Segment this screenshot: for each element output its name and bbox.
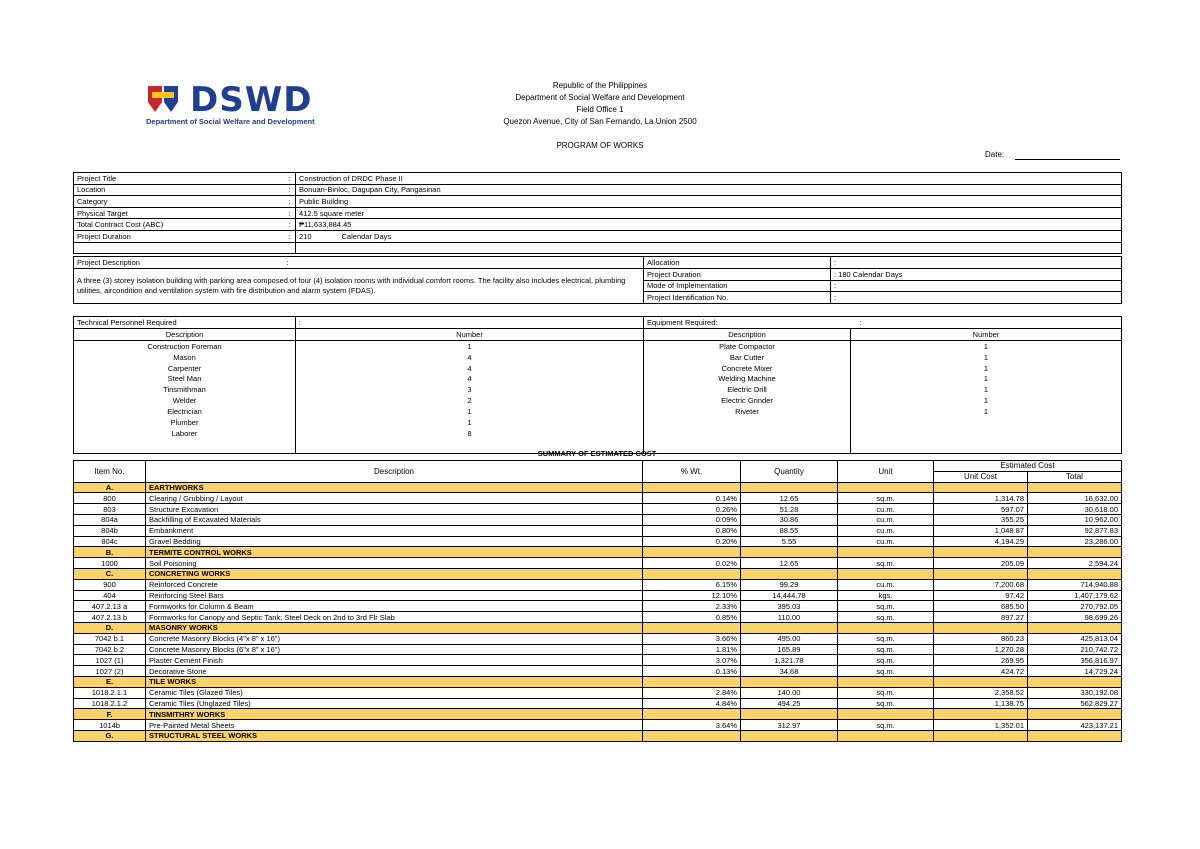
item-no: E. [74, 676, 146, 687]
item-weight: 2.84% [643, 687, 741, 698]
category-name: MASONRY WORKS [146, 622, 643, 633]
item-unit-cost: 2,358.52 [934, 687, 1028, 698]
header-republic: Republic of the Philippines [552, 81, 648, 90]
item-weight: 2.33% [643, 601, 741, 612]
info-row: Total Contract Cost (ABC) : ₱11,633,884.45 [74, 219, 1122, 231]
project-duration-value: 180 Calendar Days [838, 269, 903, 279]
info-label: Location [74, 184, 284, 196]
item-no: C. [74, 568, 146, 579]
item-no: 7042 b.1 [74, 633, 146, 644]
item-quantity: 51.28 [741, 504, 838, 515]
item-description: Reinforced Concrete [146, 579, 643, 590]
table-row [74, 525, 1122, 536]
item-unit-cost: 597.07 [934, 504, 1028, 515]
item-quantity: 495.00 [741, 633, 838, 644]
category-row [74, 482, 1122, 493]
item-unit: sq.m. [838, 698, 934, 709]
item-unit-cost: 1,314.78 [934, 493, 1028, 504]
equipment-desc: Concrete Mixer [644, 363, 851, 374]
date-field[interactable] [1015, 159, 1120, 160]
info-value: Public Building [296, 196, 1122, 208]
item-quantity: 140.00 [741, 687, 838, 698]
item-unit: sq.m. [838, 655, 934, 666]
item-total: 30,618.00 [1028, 504, 1122, 515]
category-row [74, 730, 1122, 741]
item-description: Ceramic Tiles (Glazed Tiles) [146, 687, 643, 698]
equipment-num-header: Number [851, 328, 1122, 340]
info-label: Physical Target [74, 207, 284, 219]
equipment-desc: Plate Compactor [644, 340, 851, 351]
item-quantity: 165.89 [741, 644, 838, 655]
item-quantity: 110.00 [741, 612, 838, 623]
item-quantity: 99.29 [741, 579, 838, 590]
table-row [74, 601, 1122, 612]
item-quantity: 5.55 [741, 536, 838, 547]
item-weight: 3.66% [643, 633, 741, 644]
item-no: 1027 (2) [74, 666, 146, 677]
personnel-num: 4 [296, 373, 644, 384]
info-value: Construction of DRDC Phase II [296, 173, 1122, 185]
item-description: Reinforcing Steel Bars [146, 590, 643, 601]
item-description: Formworks for Column & Beam [146, 601, 643, 612]
table-row [74, 558, 1122, 569]
logo-text: DSWD [190, 80, 313, 120]
info-label: Project Duration [74, 230, 284, 242]
personnel-desc: Electrician [74, 406, 296, 417]
item-unit: sq.m. [838, 601, 934, 612]
item-unit-cost: 1,138.75 [934, 698, 1028, 709]
item-weight: 0.13% [643, 666, 741, 677]
equipment-desc: Electric Grinder [644, 395, 851, 406]
equipment-num: 1 [851, 363, 1122, 374]
table-row [74, 687, 1122, 698]
item-total: 98,699.26 [1028, 612, 1122, 623]
item-unit: sq.m. [838, 612, 934, 623]
personnel-desc: Welder [74, 395, 296, 406]
item-description: Formworks for Canopy and Septic Tank; Steel Deck on 2nd to 3rd Flr Slab [146, 612, 643, 623]
equipment-desc: Electric Drill [644, 384, 851, 395]
category-name: EARTHWORKS [146, 482, 643, 493]
table-row [74, 579, 1122, 590]
item-quantity: 14,444.78 [741, 590, 838, 601]
personnel-row [74, 352, 1122, 363]
quantity-header: Quantity [741, 461, 838, 483]
item-no: A. [74, 482, 146, 493]
item-total: 210,742.72 [1028, 644, 1122, 655]
personnel-desc: Steel Man [74, 373, 296, 384]
table-row [74, 698, 1122, 709]
personnel-row [74, 406, 1122, 417]
personnel-num: 4 [296, 363, 644, 374]
info-row: Location : Bonuan-Binloc, Dagupan City, Pangasinan [74, 184, 1122, 196]
item-total: 10,962.00 [1028, 514, 1122, 525]
table-row [74, 644, 1122, 655]
summary-cost-table [73, 460, 1122, 742]
personnel-equipment-table [73, 316, 1122, 454]
personnel-num: 1 [296, 340, 644, 351]
dswd-logo-icon [146, 84, 186, 118]
item-quantity: 12.65 [741, 493, 838, 504]
equipment-num: 1 [851, 395, 1122, 406]
table-row [74, 720, 1122, 731]
item-no: 7042 b.2 [74, 644, 146, 655]
info-value: Bonuan-Binloc, Dagupan City, Pangasinan [296, 184, 1122, 196]
item-unit-cost: 4,194.29 [934, 536, 1028, 547]
item-quantity: 312.97 [741, 720, 838, 731]
item-total: 356,816.97 [1028, 655, 1122, 666]
equipment-num: 1 [851, 406, 1122, 417]
info-row: Category : Public Building [74, 196, 1122, 208]
item-description: Backfilling of Excavated Materials [146, 514, 643, 525]
personnel-num: 1 [296, 406, 644, 417]
project-duration-label: Project Duration [644, 268, 831, 280]
category-name: TERMITE CONTROL WORKS [146, 547, 643, 558]
item-description: Pre-Painted Metal Sheets [146, 720, 643, 731]
item-unit: cu.m. [838, 514, 934, 525]
item-total: 714,940.88 [1028, 579, 1122, 590]
item-unit-cost: 424.72 [934, 666, 1028, 677]
equipment-desc: Riveter [644, 406, 851, 417]
item-weight: 0.20% [643, 536, 741, 547]
item-unit-cost: 685.50 [934, 601, 1028, 612]
personnel-row [74, 428, 1122, 439]
item-weight: 0.26% [643, 504, 741, 515]
item-weight: 6.15% [643, 579, 741, 590]
info-row: Project Title : Construction of DRDC Phase II [74, 173, 1122, 185]
item-unit-cost: 1,270.28 [934, 644, 1028, 655]
table-row [74, 493, 1122, 504]
personnel-row [74, 363, 1122, 374]
description-header: Description [146, 461, 643, 483]
item-description: Structure Excavation [146, 504, 643, 515]
equipment-label: Equipment Required: : [644, 317, 1122, 329]
item-total: 1,407,179.62 [1028, 590, 1122, 601]
item-total: 14,729.24 [1028, 666, 1122, 677]
item-weight: 0.02% [643, 558, 741, 569]
item-no: 900 [74, 579, 146, 590]
item-no: F. [74, 709, 146, 720]
item-weight: 0.14% [643, 493, 741, 504]
category-row [74, 568, 1122, 579]
table-row [74, 666, 1122, 677]
item-weight: 4.84% [643, 698, 741, 709]
table-row [74, 612, 1122, 623]
item-quantity: 12.65 [741, 558, 838, 569]
info-value: 210 Calendar Days [296, 230, 1122, 242]
item-no: D. [74, 622, 146, 633]
item-no: 804b [74, 525, 146, 536]
item-unit-cost: 1,352.01 [934, 720, 1028, 731]
item-description: Gravel Bedding [146, 536, 643, 547]
equipment-desc: Bar Cutter [644, 352, 851, 363]
category-row [74, 676, 1122, 687]
personnel-row [74, 373, 1122, 384]
item-unit-cost: 1,048.87 [934, 525, 1028, 536]
info-value: ₱11,633,884.45 [296, 219, 1122, 231]
total-header: Total [1028, 471, 1122, 482]
item-weight: 0.85% [643, 612, 741, 623]
project-info-table [73, 172, 1122, 254]
project-description-text: A three (3) storey isolation building with parking area composed of four (4) isolation rooms with individual comfort rooms. The facility also includes electrical, plumbing utilities, aircondition and ventilation system with fire distribution and alarm system (FDAS). [74, 268, 644, 303]
item-description: Concrete Masonry Blocks (6"x 8" x 16") [146, 644, 643, 655]
info-row: Project Duration : 210 Calendar Days [74, 230, 1122, 242]
item-no: 804c [74, 536, 146, 547]
personnel-num: 1 [296, 417, 644, 428]
header-department: Department of Social Welfare and Development [515, 93, 685, 102]
personnel-row [74, 340, 1122, 351]
unit-header: Unit [838, 461, 934, 483]
document-title: PROGRAM OF WORKS [556, 141, 644, 150]
logo-subtitle: Department of Social Welfare and Development [146, 117, 315, 126]
item-no: 407.2.13 b [74, 612, 146, 623]
item-unit: cu.m. [838, 579, 934, 590]
item-quantity: 30.86 [741, 514, 838, 525]
item-quantity: 34.68 [741, 666, 838, 677]
item-quantity: 88.55 [741, 525, 838, 536]
header-field-office: Field Office 1 [576, 105, 624, 114]
item-total: 425,813.04 [1028, 633, 1122, 644]
item-unit-cost: 269.95 [934, 655, 1028, 666]
mode-label: Mode of Implementation [644, 280, 831, 292]
item-unit: sq.m. [838, 666, 934, 677]
personnel-num: 8 [296, 428, 644, 439]
category-name: CONCRETING WORKS [146, 568, 643, 579]
item-no: 404 [74, 590, 146, 601]
item-unit: kgs. [838, 590, 934, 601]
item-unit-cost: 97.42 [934, 590, 1028, 601]
item-unit-cost: 355.25 [934, 514, 1028, 525]
table-row [74, 590, 1122, 601]
summary-title: SUMMARY OF ESTIMATED COST [537, 449, 657, 458]
personnel-num: 2 [296, 395, 644, 406]
item-weight: 0.09% [643, 514, 741, 525]
equipment-num [851, 417, 1122, 428]
info-label: Total Contract Cost (ABC) [74, 219, 284, 231]
item-total: 92,877.83 [1028, 525, 1122, 536]
equipment-desc-header: Description [644, 328, 851, 340]
personnel-num: 4 [296, 352, 644, 363]
technical-personnel-label: Technical Personnel Required : [74, 317, 296, 329]
category-row [74, 547, 1122, 558]
table-row [74, 536, 1122, 547]
item-no: G. [74, 730, 146, 741]
equipment-num: 1 [851, 340, 1122, 351]
item-no: 1000 [74, 558, 146, 569]
item-unit-cost: 897.27 [934, 612, 1028, 623]
personnel-row [74, 384, 1122, 395]
personnel-desc-header: Description [74, 328, 296, 340]
item-unit: sq.m. [838, 558, 934, 569]
equipment-num: 1 [851, 373, 1122, 384]
item-total: 562,829.27 [1028, 698, 1122, 709]
date-label: Date: [985, 150, 1005, 159]
item-unit-cost: 860.23 [934, 633, 1028, 644]
category-row [74, 622, 1122, 633]
personnel-row [74, 395, 1122, 406]
project-description-table: Project Description : Allocation : A three (3) storey isolation building with parking area composed of four (4) isolation rooms with individual comfort rooms. The facility also includes electrical, plumbing utilities, aircondition and ventilation system with fire distribution and alarm system (FDAS). Project Duration : 180 Calendar Days Mode of Implementation : Project Identification No. : [73, 256, 1122, 304]
project-id-label: Project Identification No. [644, 292, 831, 304]
category-name: STRUCTURAL STEEL WORKS [146, 730, 643, 741]
personnel-desc: Mason [74, 352, 296, 363]
item-total: 270,792.05 [1028, 601, 1122, 612]
equipment-desc [644, 428, 851, 439]
item-description: Concrete Masonry Blocks (4"x 8" x 16") [146, 633, 643, 644]
equipment-num: 1 [851, 352, 1122, 363]
item-description: Embankment [146, 525, 643, 536]
item-unit: sq.m. [838, 720, 934, 731]
item-unit: sq.m. [838, 633, 934, 644]
equipment-desc: Welding Machine [644, 373, 851, 384]
item-description: Plaster Cement Finish [146, 655, 643, 666]
category-name: TILE WORKS [146, 676, 643, 687]
item-unit: cu.m. [838, 536, 934, 547]
header-address: Quezon Avenue, City of San Fernando, La Union 2500 [503, 117, 697, 126]
item-unit-cost: 205.09 [934, 558, 1028, 569]
item-quantity: 1,321.78 [741, 655, 838, 666]
unit-cost-header: Unit Cost [934, 471, 1028, 482]
item-weight: 1.81% [643, 644, 741, 655]
project-description-label: Project Description [74, 257, 284, 269]
info-row: Physical Target : 412.5 square meter [74, 207, 1122, 219]
personnel-desc: Construction Foreman [74, 340, 296, 351]
item-weight: 12.10% [643, 590, 741, 601]
item-description: Ceramic Tiles (Unglazed Tiles) [146, 698, 643, 709]
personnel-row [74, 417, 1122, 428]
estimated-cost-header: Estimated Cost [934, 461, 1122, 472]
item-unit-cost: 7,200.68 [934, 579, 1028, 590]
item-weight: 3.07% [643, 655, 741, 666]
category-name: TINSMITHRY WORKS [146, 709, 643, 720]
weight-header: % Wt. [643, 461, 741, 483]
allocation-label: Allocation [644, 257, 831, 269]
item-unit: sq.m. [838, 493, 934, 504]
info-value: 412.5 square meter [296, 207, 1122, 219]
table-row [74, 514, 1122, 525]
item-no: 804a [74, 514, 146, 525]
info-label: Category [74, 196, 284, 208]
item-no: 1027 (1) [74, 655, 146, 666]
category-row [74, 709, 1122, 720]
table-row [74, 655, 1122, 666]
info-label: Project Title [74, 173, 284, 185]
personnel-desc: Laborer [74, 428, 296, 439]
item-description: Decorative Stone [146, 666, 643, 677]
item-no: 1018.2.1.1 [74, 687, 146, 698]
personnel-num-header: Number [296, 328, 644, 340]
item-total: 423,137.21 [1028, 720, 1122, 731]
equipment-desc [644, 417, 851, 428]
item-no: 1018.2.1.2 [74, 698, 146, 709]
item-quantity: 395.03 [741, 601, 838, 612]
item-quantity: 494.25 [741, 698, 838, 709]
personnel-desc: Plumber [74, 417, 296, 428]
personnel-desc: Carpenter [74, 363, 296, 374]
item-no: 407.2.13 a [74, 601, 146, 612]
item-description: Clearing / Grubbing / Layout [146, 493, 643, 504]
item-unit: cu.m. [838, 504, 934, 515]
item-weight: 0.80% [643, 525, 741, 536]
item-weight: 3.64% [643, 720, 741, 731]
item-unit: cu.m. [838, 525, 934, 536]
equipment-num: 1 [851, 384, 1122, 395]
item-no: B. [74, 547, 146, 558]
item-unit: sq.m. [838, 687, 934, 698]
item-total: 330,192.08 [1028, 687, 1122, 698]
item-no-header: Item No. [74, 461, 146, 483]
personnel-desc: Tinsmithman [74, 384, 296, 395]
item-description: Soil Poisoning [146, 558, 643, 569]
item-unit: sq.m. [838, 644, 934, 655]
table-row [74, 504, 1122, 515]
item-no: 803 [74, 504, 146, 515]
item-total: 2,594.24 [1028, 558, 1122, 569]
equipment-num [851, 428, 1122, 439]
table-row [74, 633, 1122, 644]
item-no: 800 [74, 493, 146, 504]
item-total: 23,286.00 [1028, 536, 1122, 547]
item-no: 1014b [74, 720, 146, 731]
personnel-num: 3 [296, 384, 644, 395]
item-total: 16,632.00 [1028, 493, 1122, 504]
